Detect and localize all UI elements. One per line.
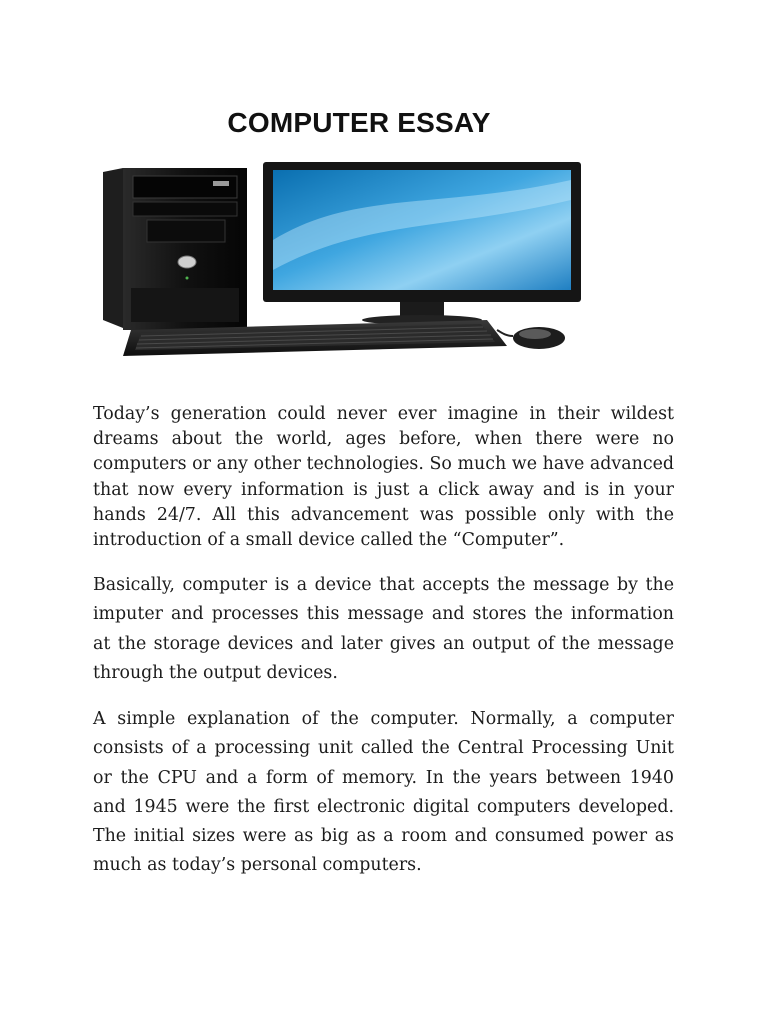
- monitor: [263, 162, 581, 325]
- paragraph-3: A simple explanation of the computer. Normally, a computer consists of a processing unit called the Central Processing Unit or the CPU and a form of memory. In the years between 1940 and 1945 were the first electronic digital computers developed. The initial sizes were as big as a room and consumed power as much as today’s personal computers.: [93, 709, 674, 876]
- cpu-tower: [103, 168, 247, 330]
- page-title: COMPUTER ESSAY: [227, 106, 491, 138]
- desktop-computer-icon: [95, 150, 595, 370]
- mouse: [497, 327, 565, 349]
- paragraph-1: Today’s generation could never ever imagine in their wildest dreams about the world, ages before, when there were no computers or any other technologies. So much we have advanced that now every information is just a click away and is in your hands 24/7. All this advancement was possible only with the introduction of a small device called the “Computer”.: [93, 404, 674, 551]
- paragraph-2: Basically, computer is a device that accepts the message by the imputer and processes this message and stores the information at the storage devices and later gives an output of the message through the output devices.: [93, 575, 674, 683]
